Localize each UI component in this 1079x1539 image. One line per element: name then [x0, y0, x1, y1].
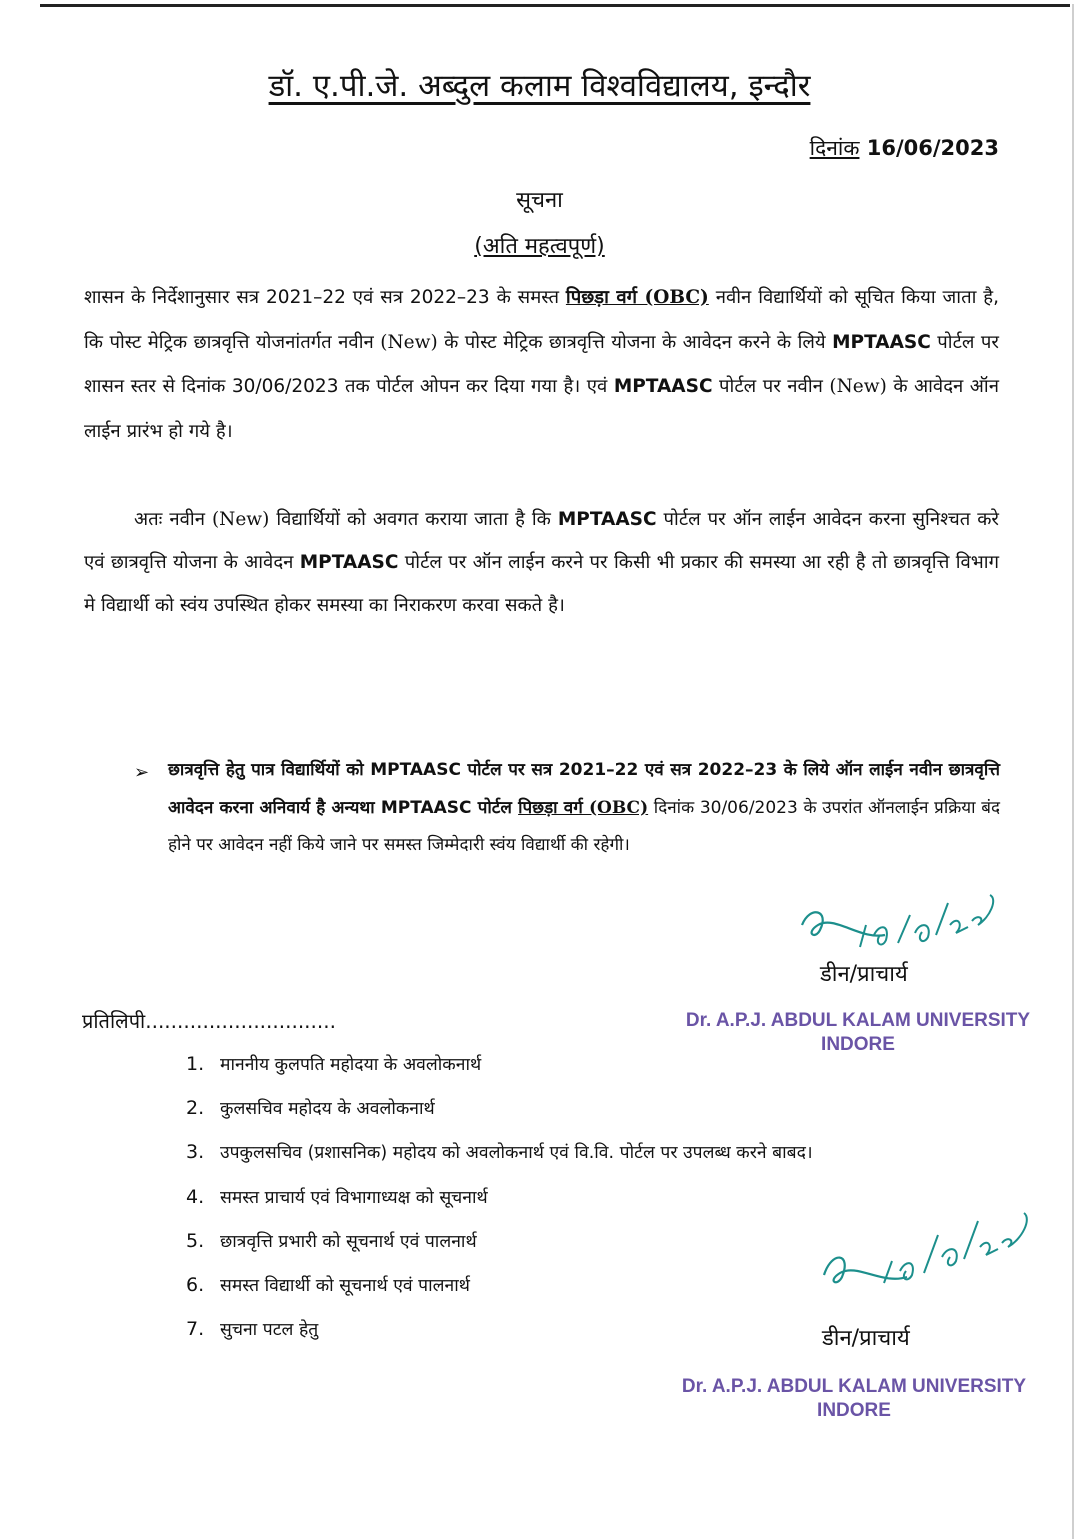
para1-obc-hindi: पिछड़ा वर्ग [565, 287, 645, 308]
para1-text-6: के आवेदन ऑन लाईन प्रारंभ हो गये है। [84, 376, 1000, 442]
bullet-paragraph [168, 752, 1000, 865]
para1-text-3: के पोस्ट मेट्रिक छात्रवृत्ति योजना के आवेदन करने के लिये [437, 331, 833, 353]
bullet-obc-code: (OBC) [589, 797, 649, 818]
list-item [186, 1052, 813, 1096]
bullet-obc [518, 798, 648, 818]
date-line [810, 134, 999, 162]
notice-heading: सूचना [516, 188, 563, 213]
list-item-text: समस्त विद्यार्थी को सूचनार्थ एवं पालनार्थ [220, 1275, 470, 1296]
para2-portal-2: MPTAASC [299, 552, 399, 573]
stamp-2-line-1: Dr. A.P.J. ABDUL KALAM UNIVERSITY [681, 1376, 1027, 1397]
university-stamp-2 [672, 1376, 1036, 1422]
list-item-text: कुलसचिव महोदय के अवलोकनार्थ [220, 1099, 435, 1120]
copy-to-label: प्रतिलिपी.............................. [82, 1009, 336, 1033]
list-item-number: 2. [186, 1097, 205, 1120]
para1-portal-1: MPTAASC [832, 331, 931, 353]
list-item-text: समस्त प्राचार्य एवं विभागाध्यक्ष को सूचनार्थ [220, 1187, 488, 1208]
bullet-obc-hindi: पिछड़ा वर्ग [518, 797, 589, 818]
list-item-number: 7. [186, 1318, 205, 1341]
bullet-text-3: पोर्टल [471, 797, 519, 818]
para1-new-1: (New) [380, 331, 438, 353]
stamp-2-line-2: INDORE [817, 1400, 891, 1421]
date-label: दिनांक [809, 136, 860, 160]
obc-hindi [566, 287, 709, 308]
list-item-number: 5. [186, 1229, 205, 1252]
list-item [186, 1140, 813, 1184]
stamp-1-line-2: INDORE [821, 1034, 895, 1055]
list-item-text: उपकुलसचिव (प्रशासनिक) महोदय को अवलोकनार्थ एवं वि.वि. पोर्टल पर उपलब्ध करने बाबद। [220, 1143, 813, 1164]
list-item-number: 4. [186, 1185, 205, 1208]
para2-text-2: विद्यार्थियों को अवगत कराया जाता है कि [269, 509, 558, 530]
bullet-text-4: दिनांक 30/06/2023 के उपरांत ऑनलाईन प्रक्रिया बंद होने पर आवेदन नहीं किये जाने पर समस्त जिम्मेदारी स्वंय विद्यार्थी की रहेगी। [168, 797, 1000, 855]
list-item-number: 1. [186, 1053, 205, 1075]
paragraph-1 [84, 276, 999, 454]
signature-1-icon [790, 885, 1010, 965]
bullet-arrow-icon: ➢ [134, 762, 150, 783]
list-item-text: सुचना पटल हेतु [220, 1320, 319, 1341]
para1-text-2: नवीन विद्यार्थियों को सूचित किया जाता है, कि पोस्ट मेट्रिक छात्रवृत्ति योजनांतर्गत नवीन [84, 287, 1000, 353]
para2-text-3: पोर्टल पर ऑन लाईन आवेदन करना सुनिश्चत करे एवं छात्रवृत्ति योजना के आवेदन [84, 509, 999, 573]
list-item-text: छात्रवृत्ति प्रभारी को सूचनार्थ एवं पालनार्थ [220, 1231, 477, 1252]
para2-text-4: पोर्टल पर ऑन लाईन करने पर किसी भी प्रकार की समस्या आ रही है तो छात्रवृत्ति विभाग मे विद्यार्थी को स्वंय उपस्थित होकर समस्या का निराकरण करवा सकते है। [84, 552, 999, 616]
university-title: डॉ. ए.पी.जे. अब्दुल कलाम विश्वविद्यालय, इन्दौर [268, 68, 811, 104]
para1-obc: (OBC) [644, 287, 709, 308]
para2-portal-1: MPTAASC [557, 509, 657, 530]
signature-2-icon [812, 1205, 1042, 1315]
bullet-portal-2: MPTAASC [380, 797, 472, 818]
list-item [186, 1273, 813, 1317]
para1-text-5: पोर्टल पर नवीन [712, 376, 830, 397]
para2-text-1: अतः नवीन [134, 509, 212, 530]
page-top-edge [40, 4, 1070, 7]
paragraph-2 [84, 498, 999, 627]
importance-heading: (अति महत्वपूर्ण) [474, 234, 605, 259]
bullet-text-1: छात्रवृत्ति हेतु पात्र विद्यार्थियों को [168, 760, 371, 780]
para1-portal-2: MPTAASC [613, 376, 713, 397]
list-item-text: माननीय कुलपति महोदया के अवलोकनार्थ [220, 1055, 482, 1075]
list-item [186, 1096, 813, 1140]
stamp-1-line-1: Dr. A.P.J. ABDUL KALAM UNIVERSITY [685, 1010, 1031, 1031]
list-item-number: 6. [186, 1273, 205, 1296]
list-item [186, 1229, 813, 1273]
designation-2: डीन/प्राचार्य [822, 1326, 910, 1351]
list-item [186, 1185, 813, 1229]
designation-1: डीन/प्राचार्य [820, 962, 908, 987]
copy-list [186, 1052, 813, 1361]
university-stamp-1 [676, 1010, 1040, 1056]
para2-new: (New) [211, 509, 270, 530]
para1-new-2: (New) [829, 376, 887, 397]
bullet-text-2: पोर्टल पर सत्र 2021–22 एवं सत्र 2022–23 के लिये ऑन लाईन नवीन छात्रवृत्ति आवेदन करना अनिवार्य है अन्यथा [168, 760, 1000, 818]
bullet-portal-1: MPTAASC [370, 760, 461, 780]
para1-text-4: पोर्टल पर शासन स्तर से दिनांक 30/06/2023 तक पोर्टल ओपन कर दिया गया है। एवं [84, 331, 999, 397]
date-value: 16/06/2023 [866, 136, 999, 160]
list-item-number: 3. [186, 1141, 205, 1164]
list-item [186, 1317, 813, 1361]
para1-text-1: शासन के निर्देशानुसार सत्र 2021–22 एवं सत्र 2022–23 के समस्त [84, 287, 566, 308]
